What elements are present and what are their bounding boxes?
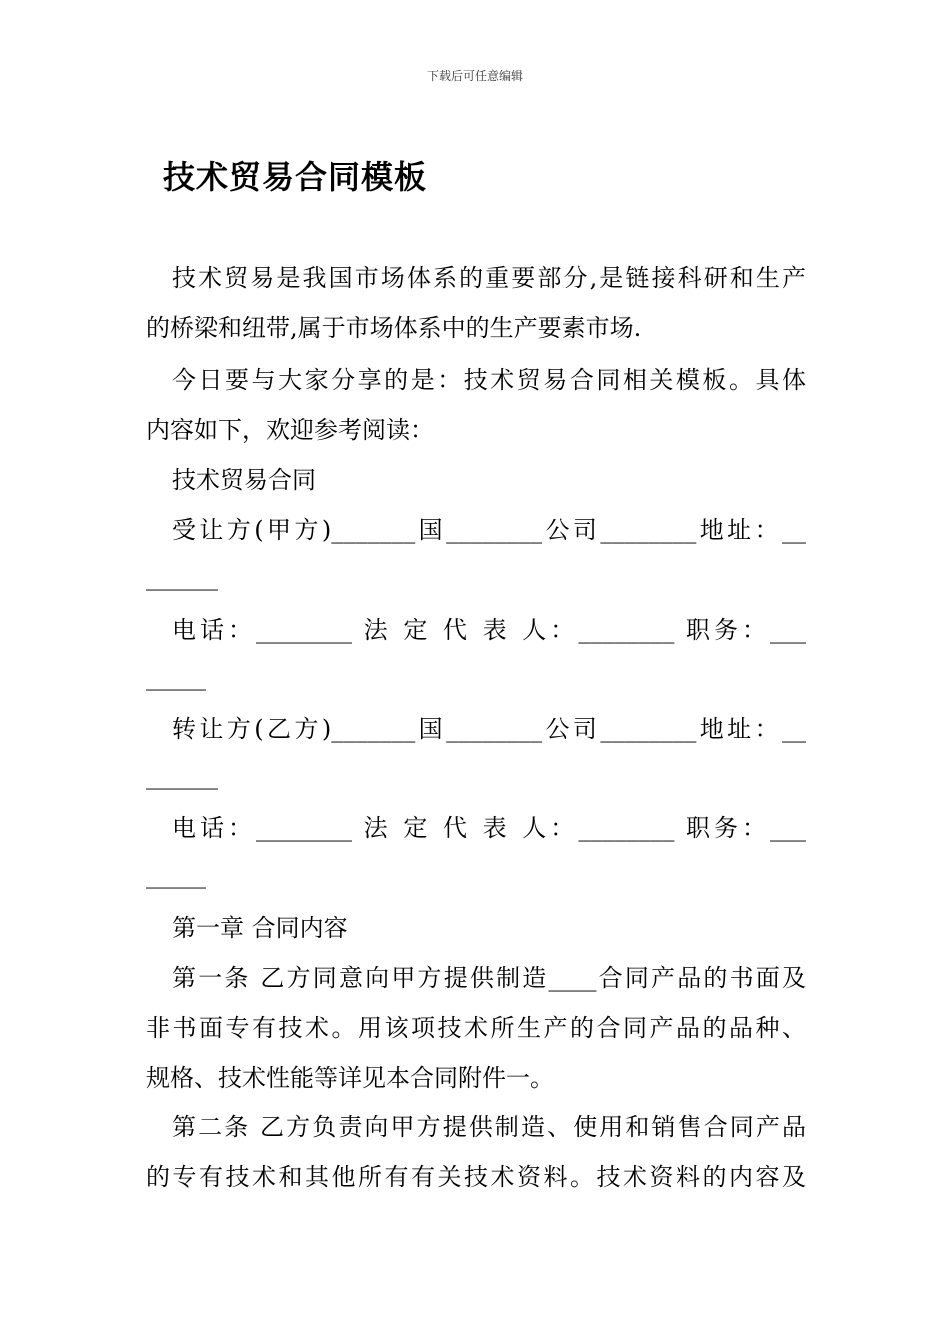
- party-b-contact-line: 电话：________ 法 定 代 表 人：________ 职务：___: [172, 814, 806, 842]
- page-header-note: 下载后可任意编辑: [426, 69, 523, 83]
- paragraph-line: 技术贸易是我国市场体系的重要部分,是链接科研和生产: [172, 264, 806, 292]
- blank-line: ______: [146, 762, 218, 790]
- article-line: 非书面专有技术。用该项技术所生产的合同产品的品种、: [146, 1014, 806, 1042]
- party-a-line: 受让方(甲方)_______国________公司________地址：__: [172, 516, 806, 544]
- paragraph-line: 内容如下，欢迎参考阅读：: [146, 416, 434, 444]
- chapter-heading: 第一章 合同内容: [172, 914, 348, 942]
- article-line: 第二条 乙方负责向甲方提供制造、使用和销售合同产品: [172, 1113, 806, 1141]
- party-b-line: 转让方(乙方)_______国________公司________地址：__: [172, 715, 806, 743]
- blank-line: ______: [146, 563, 218, 591]
- article-line: 第一条 乙方同意向甲方提供制造____合同产品的书面及: [172, 964, 806, 992]
- contract-heading: 技术贸易合同: [172, 466, 316, 494]
- blank-line: _____: [146, 663, 206, 691]
- blank-line: _____: [146, 861, 206, 889]
- party-a-contact-line: 电话：________ 法 定 代 表 人：________ 职务：___: [172, 616, 806, 644]
- article-line: 的专有技术和其他所有有关技术资料。技术资料的内容及: [146, 1163, 806, 1191]
- document-title: 技术贸易合同模板: [163, 158, 428, 196]
- paragraph-line: 的桥梁和纽带,属于市场体系中的生产要素市场.: [146, 314, 642, 342]
- paragraph-line: 今日要与大家分享的是：技术贸易合同相关模板。具体: [172, 366, 806, 394]
- article-line: 规格、技术性能等详见本合同附件一。: [146, 1064, 554, 1092]
